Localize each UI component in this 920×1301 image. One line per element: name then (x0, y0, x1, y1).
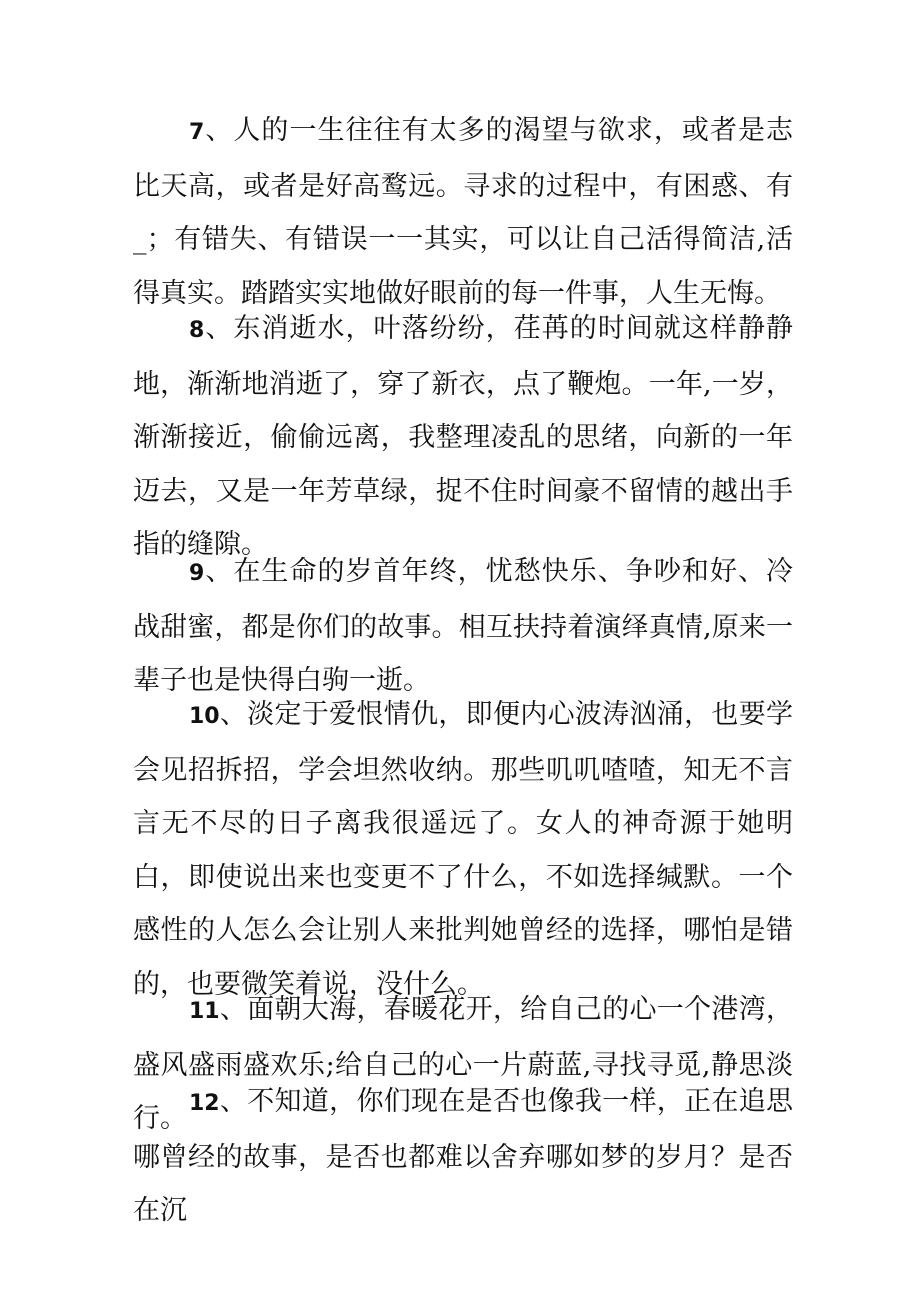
paragraph-text: 人的一生往往有太多的渴望与欲求，或者是志比天高，或者是好高鹜远。寻求的过程中，有困惑、有_；有错失、有错误一一其实，可以让自己活得简洁,活得真实。踏踏实实地做好眼前的每一件事，人生无悔。 (133, 115, 794, 309)
paragraph-separator: 、 (204, 115, 234, 146)
paragraph-number: 10 (189, 704, 220, 729)
paragraph-separator: 、 (204, 556, 234, 587)
paragraph-text: 面朝大海，春暖花开，给自己的心一个港湾，盛风盛雨盛欢乐;给自己的心一片蔚蓝,寻找寻觅,静思淡行。 (133, 994, 794, 1135)
paragraph-separator: 、 (219, 1086, 248, 1117)
paragraph-number: 11 (189, 999, 220, 1024)
paragraph-7 (133, 104, 793, 320)
paragraph-text: 东消逝水，叶落纷纷，荏苒的时间就这样静静地，渐渐地消逝了，穿了新衣，点了鞭炮。一年,一岁，渐渐接近，偷偷远离，我整理凌乱的思绪，向新的一年迈去，又是一年芳草绿，捉不住时间豪不留情的越出手指的缝隙。 (133, 313, 794, 561)
paragraph-text: 不知道，你们现在是否也像我一样，正在追思哪曾经的故事，是否也都难以舍弃哪如梦的岁月？是否在沉 (133, 1086, 794, 1227)
paragraph-8 (133, 302, 793, 572)
paragraph-10 (133, 688, 793, 1012)
paragraph-12 (133, 1075, 793, 1238)
paragraph-number: 9 (189, 561, 205, 586)
paragraph-number: 8 (189, 318, 205, 343)
paragraph-text: 在生命的岁首年终，忧愁快乐、争吵和好、冷战甜蜜，都是你们的故事。相互扶持着演绎真情,原来一辈子也是快得白驹一逝。 (133, 556, 794, 697)
paragraph-separator: 、 (219, 994, 248, 1025)
paragraph-separator: 、 (204, 313, 234, 344)
paragraph-number: 7 (189, 120, 205, 145)
paragraph-number: 12 (189, 1091, 220, 1116)
paragraph-text: 淡定于爱恨情仇，即便内心波涛汹涌，也要学会见招拆招，学会坦然收纳。那些叽叽喳喳，知无不言言无不尽的日子离我很遥远了。女人的神奇源于她明白，即使说出来也变更不了什么，不如选择缄默。一个感性的人怎么会让别人来批判她曾经的选择，哪怕是错的，也要微笑着说，没什么。 (133, 699, 794, 1000)
paragraph-separator: 、 (219, 699, 248, 730)
paragraph-9 (133, 545, 793, 708)
